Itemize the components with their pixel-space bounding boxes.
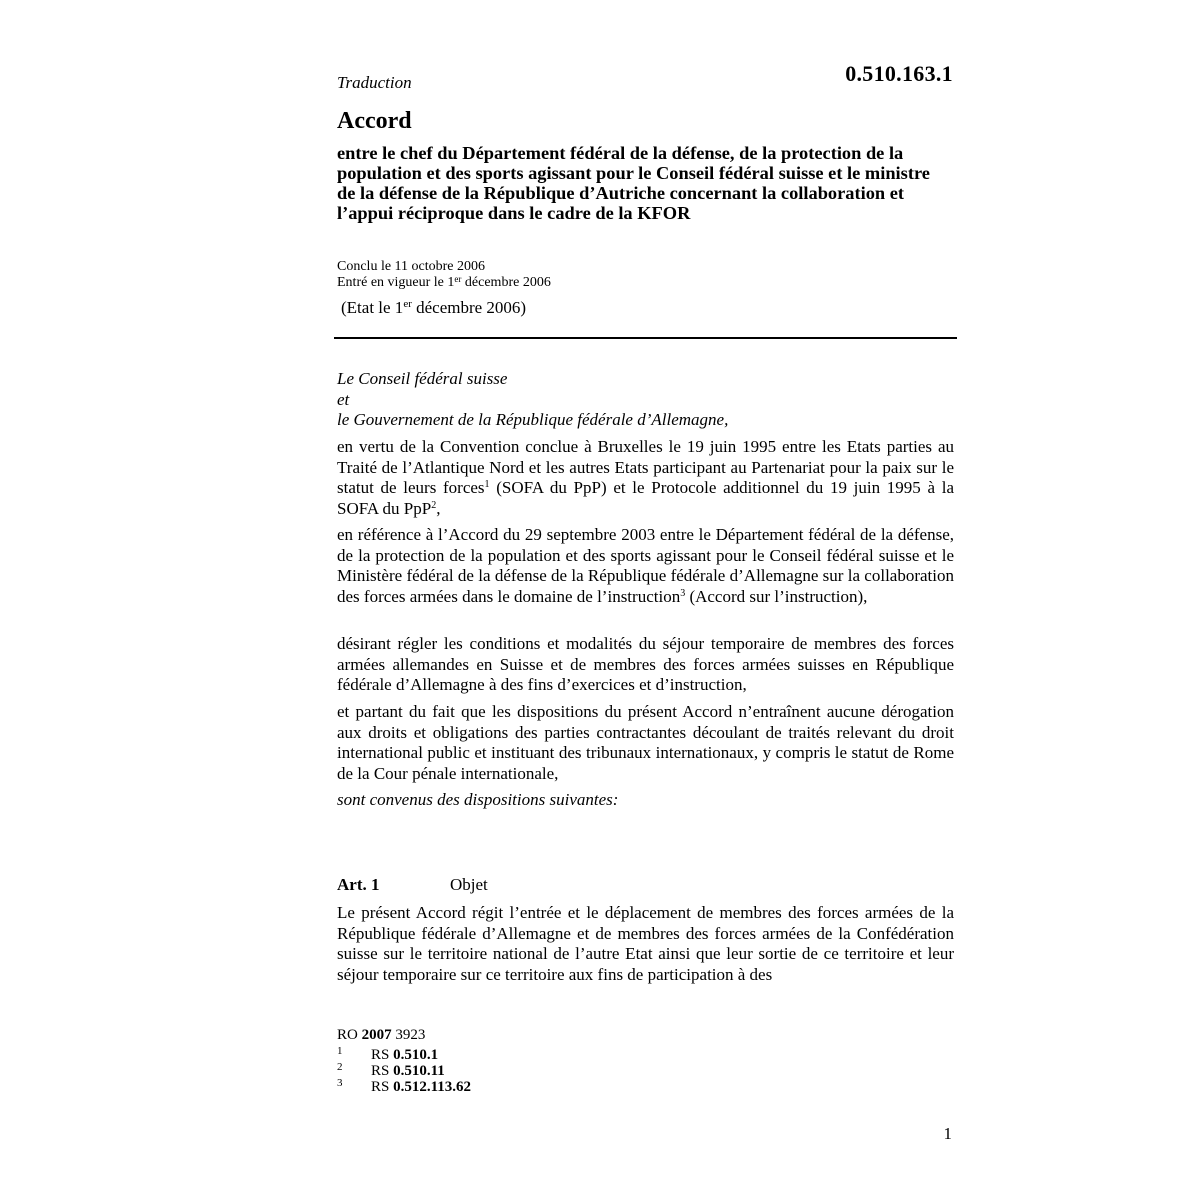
- party-conjunction: et: [337, 389, 350, 409]
- document-subtitle: entre le chef du Département fédéral de la défense, de la protection de la population et des sports agissant pour le Conseil fédéral suisse et le ministre de la défense de la République d’Autriche concernant la collaboration et l’appui réciproque dans le cadre de la KFOR: [337, 143, 930, 223]
- preamble-parties: [337, 369, 954, 431]
- document-title: Accord: [337, 108, 412, 134]
- page-number: 1: [943, 1124, 952, 1143]
- document-page: [337, 0, 957, 1200]
- footnote-ref-3[interactable]: 3: [680, 587, 686, 599]
- article-1-text: Le présent Accord régit l’entrée et le déplacement de membres des forces armées de la République fédérale d’Allemagne et de membres des forces armées de la Confédération suisse sur le territoire national de l’autre Etat ainsi que leur sortie de ce territoire et leur séjour temporaire sur ce territoire aux fins de participation à des: [337, 903, 954, 984]
- footnote-ref-1[interactable]: 1: [484, 479, 490, 490]
- entry-into-force-date: Entré en vigueur le 1er décembre 2006: [337, 273, 551, 290]
- footnote: 1 RS 0.510.1: [337, 1045, 439, 1063]
- preamble-paragraph-1: en vertu de la Convention conclue à Bruxelles le 19 juin 1995 entre les Etats parties au Traité de l’Atlantique Nord et les autres Etats participant au Partenariat pour la paix sur le statut de leurs forces$^1$ (SOFA du PpP) et le Protocole additionnel du 19 juin 1995 à la SOFA du PpP$^2$,: [337, 437, 955, 518]
- rs-number: 0.510.163.1: [845, 61, 953, 86]
- preamble-paragraph-3: désirant régler les conditions et modalités du séjour temporaire de membres des forces armées allemandes en Suisse et de membres des forces armées suisses en République fédérale d’Allemagne à des fins d’exercices et d’instruction,: [337, 634, 954, 694]
- status-date: (Etat le 1er décembre 2006): [341, 298, 527, 317]
- footnotes: [337, 1047, 471, 1095]
- article-number: Art. 1: [337, 875, 380, 894]
- article-1-heading: [337, 875, 488, 895]
- traduction-label: Traduction: [337, 73, 412, 92]
- date-block: [337, 259, 551, 290]
- footnote: 3 RS 0.512.113.62: [337, 1077, 472, 1095]
- footnote: 2 RS 0.510.11: [337, 1061, 445, 1079]
- footnote-ref-2[interactable]: 2: [431, 499, 437, 511]
- concluded-date: Conclu le 11 octobre 2006: [337, 259, 486, 274]
- article-title: Objet: [450, 875, 488, 894]
- preamble-paragraph-2: en référence à l’Accord du 29 septembre 2003 entre le Département fédéral de la défense, de la protection de la population et des sports agissant pour le Conseil fédéral suisse et le Ministère fédéral de la défense de la République fédérale d’Allemagne sur la collaboration des forces armées dans le domaine de l’instruction$^3$ (Accord sur l’instruction),: [337, 525, 954, 606]
- party-1: Le Conseil fédéral suisse: [337, 369, 508, 388]
- preamble-paragraph-4: et partant du fait que les dispositions du présent Accord n’entraînent aucune dérogation aux droits et obligations des parties contractantes découlant de traités relevant du droit international public et instituant des tribunaux internationaux, y compris le statut de Rome de la Cour pénale internationale,: [337, 702, 954, 783]
- preamble-closing: sont convenus des dispositions suivantes:: [337, 790, 619, 809]
- header-divider: [334, 337, 957, 339]
- ro-reference: RO 2007 3923: [337, 1027, 426, 1043]
- party-2: le Gouvernement de la République fédérale d’Allemagne,: [337, 410, 729, 429]
